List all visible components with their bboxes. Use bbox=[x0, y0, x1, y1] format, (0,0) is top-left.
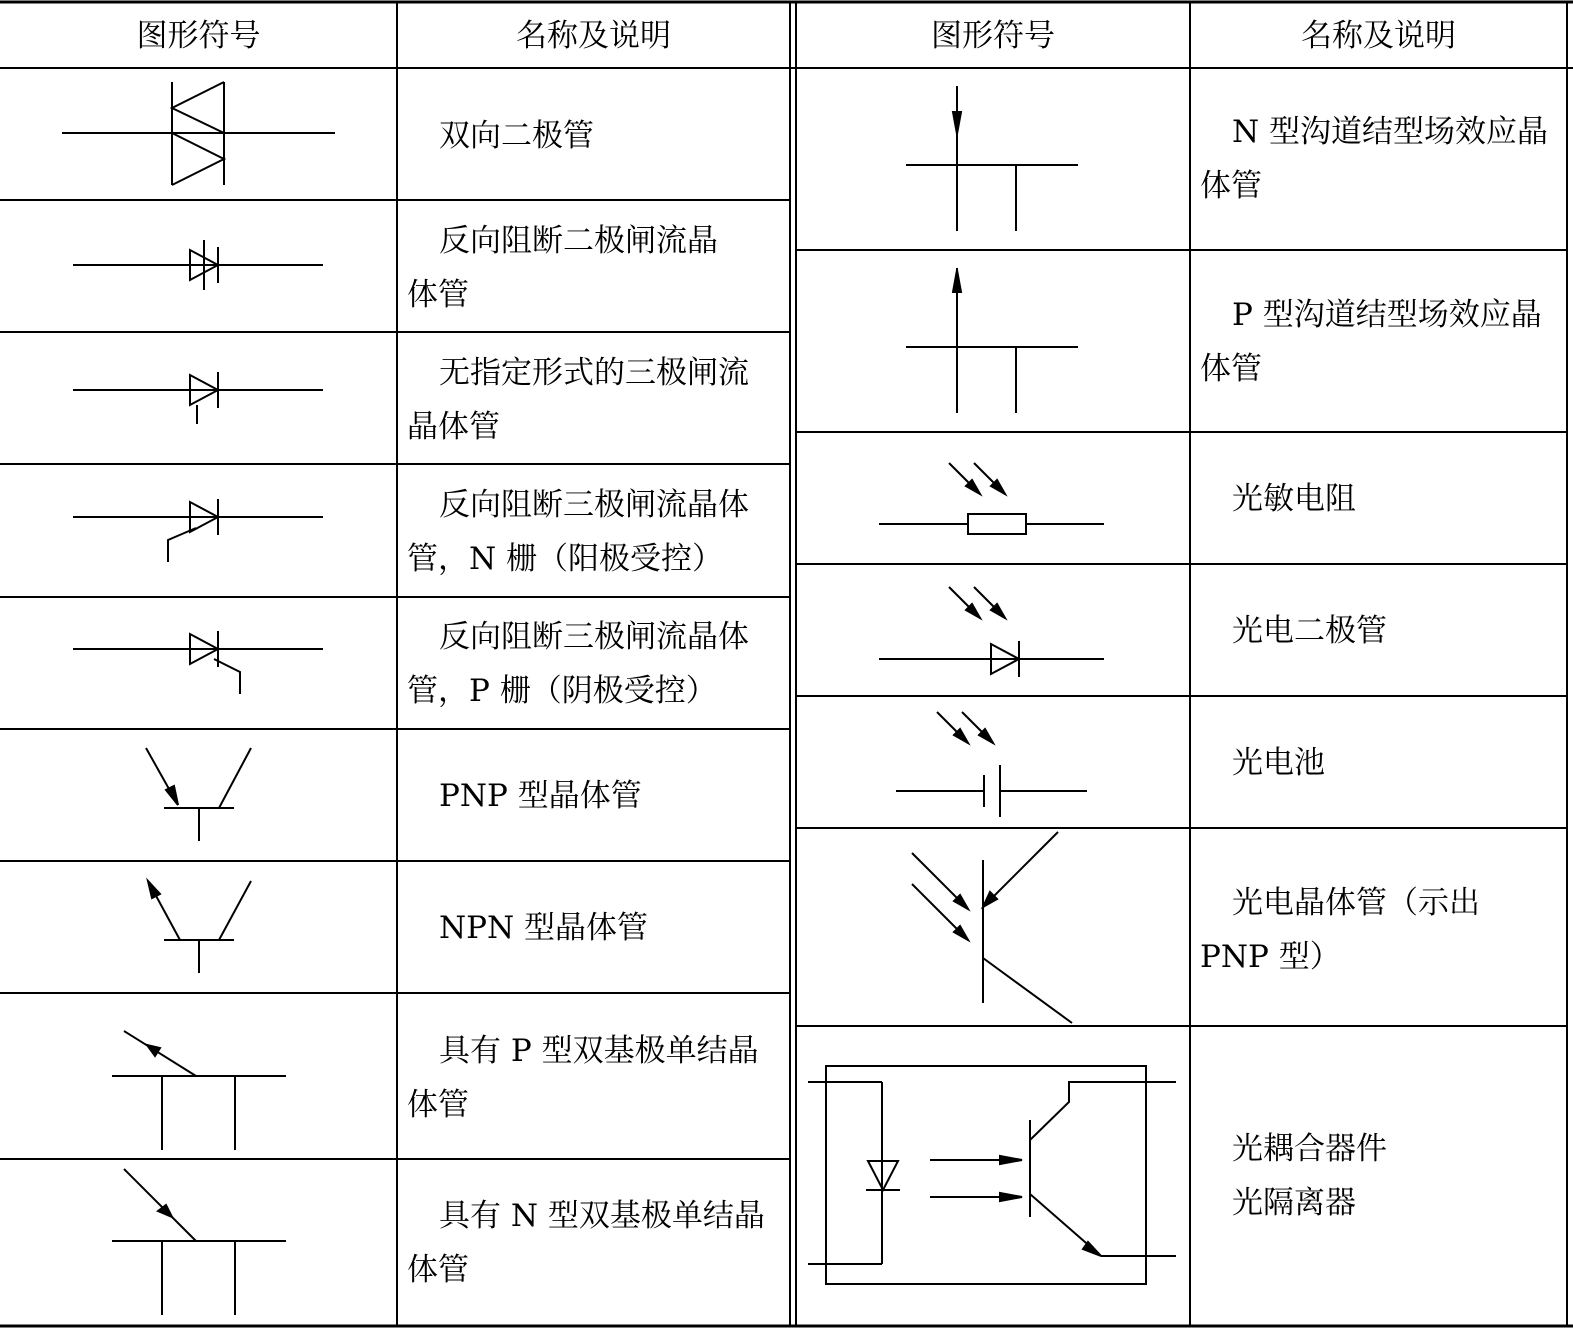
desc-line: PNP 型） bbox=[1200, 939, 1341, 975]
bidirectional-diode-symbol bbox=[62, 82, 335, 185]
desc-line: 反向阻断三极闸流晶体 bbox=[439, 487, 749, 523]
desc-line: 体管 bbox=[407, 1252, 469, 1288]
left-desc-pnp-transistor bbox=[407, 769, 783, 823]
left-desc-n-base-ujt bbox=[407, 1189, 783, 1297]
right-desc-n-channel-jfet bbox=[1200, 105, 1558, 213]
desc-line: 管，N 栅（阳极受控） bbox=[407, 541, 723, 577]
optocoupler-symbol bbox=[808, 1066, 1176, 1284]
desc-line: 具有 P 型双基极单结晶 bbox=[439, 1033, 759, 1069]
desc-line: 无指定形式的三极闸流 bbox=[439, 355, 749, 391]
p-base-ujt-symbol bbox=[112, 1031, 286, 1150]
right-symbol-header: 图形符号 bbox=[931, 18, 1055, 54]
desc-line: 光电二极管 bbox=[1232, 613, 1387, 649]
n-base-ujt-symbol bbox=[112, 1169, 286, 1315]
right-desc-phototransistor bbox=[1200, 876, 1558, 984]
photocell-symbol bbox=[896, 712, 1087, 817]
left-desc-npn-transistor bbox=[407, 901, 783, 955]
phototransistor-symbol bbox=[912, 832, 1072, 1023]
desc-line: 反向阻断二极闸流晶 bbox=[439, 223, 718, 259]
p-channel-jfet-symbol bbox=[906, 268, 1078, 413]
desc-line: 光电晶体管（示出 bbox=[1232, 885, 1480, 921]
pnp-transistor-symbol bbox=[146, 748, 251, 841]
photoresistor-symbol bbox=[879, 463, 1104, 534]
right-desc-header: 名称及说明 bbox=[1301, 18, 1456, 54]
npn-transistor-symbol bbox=[148, 881, 251, 973]
desc-line: NPN 型晶体管 bbox=[439, 910, 648, 946]
desc-line: 体管 bbox=[407, 1087, 469, 1123]
desc-line: 双向二极管 bbox=[439, 118, 594, 154]
right-desc-photodiode bbox=[1200, 604, 1558, 658]
triode-thyristor-p-gate-symbol bbox=[73, 631, 323, 694]
left-desc-reverse-blocking-diode bbox=[407, 214, 783, 322]
desc-line: 光电池 bbox=[1232, 745, 1325, 781]
desc-line: 体管 bbox=[1200, 351, 1262, 387]
left-desc-p-base-ujt bbox=[407, 1024, 783, 1132]
left-desc-n-gate-thyristor bbox=[407, 478, 783, 586]
desc-line: 晶体管 bbox=[407, 409, 500, 445]
desc-line: 体管 bbox=[407, 277, 469, 313]
left-symbol-header: 图形符号 bbox=[136, 18, 261, 54]
desc-line: 光敏电阻 bbox=[1232, 481, 1356, 517]
desc-line: 光隔离器 bbox=[1232, 1185, 1356, 1221]
desc-line: 具有 N 型双基极单结晶 bbox=[439, 1198, 765, 1234]
triode-thyristor-symbol bbox=[73, 372, 323, 424]
triode-thyristor-n-gate-symbol bbox=[73, 499, 323, 562]
right-desc-photoresistor bbox=[1200, 472, 1558, 526]
desc-line: P 型沟道结型场效应晶 bbox=[1232, 297, 1542, 333]
desc-line: N 型沟道结型场效应晶 bbox=[1232, 114, 1548, 150]
right-desc-photocell bbox=[1200, 736, 1558, 790]
left-desc-p-gate-thyristor bbox=[407, 610, 783, 718]
left-desc-triode-thyristor bbox=[407, 346, 783, 454]
desc-line: 反向阻断三极闸流晶体 bbox=[439, 619, 749, 655]
reverse-blocking-diode-thyristor-symbol bbox=[73, 240, 323, 290]
right-desc-p-channel-jfet bbox=[1200, 288, 1558, 396]
left-desc-header: 名称及说明 bbox=[516, 18, 671, 54]
desc-line: PNP 型晶体管 bbox=[439, 778, 642, 814]
desc-line: 管，P 栅（阴极受控） bbox=[407, 673, 717, 709]
right-desc-optocoupler bbox=[1200, 1122, 1558, 1230]
n-channel-jfet-symbol bbox=[906, 86, 1078, 231]
left-desc-bidirectional-diode bbox=[407, 109, 783, 163]
desc-line: 体管 bbox=[1200, 168, 1262, 204]
desc-line: 光耦合器件 bbox=[1232, 1131, 1387, 1167]
photodiode-symbol bbox=[879, 587, 1104, 677]
